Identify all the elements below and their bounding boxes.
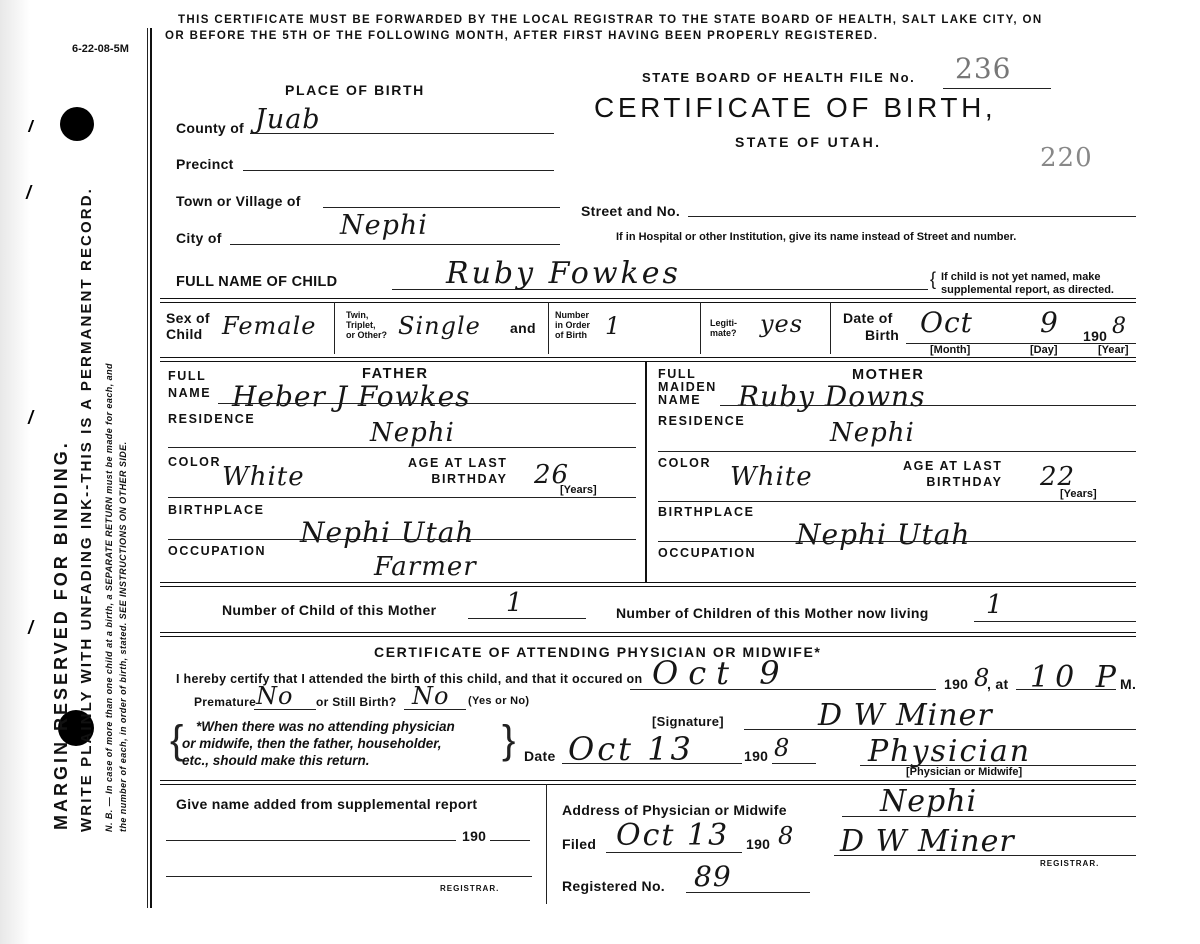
birth-year-prefix: 190 bbox=[1083, 328, 1108, 344]
legit-label bbox=[710, 318, 737, 338]
row-divider bbox=[160, 632, 1136, 637]
at-label: , at bbox=[987, 676, 1009, 692]
mother-birthplace-line bbox=[658, 541, 1136, 542]
child-name-value: Ruby Fowkes bbox=[446, 256, 681, 291]
time-line bbox=[1016, 689, 1116, 690]
unnamed-note-line1: If child is not yet named, make bbox=[941, 271, 1101, 283]
mother-color-line bbox=[658, 501, 1136, 502]
birth-date-label-line2: Birth bbox=[865, 327, 900, 343]
birth-date-label bbox=[843, 310, 899, 344]
birth-year-suffix: 8 bbox=[1112, 314, 1127, 339]
physician-heading: CERTIFICATE OF ATTENDING PHYSICIAN OR MIDWIFE* bbox=[374, 644, 822, 660]
twin-label-line1: Twin, bbox=[346, 310, 369, 320]
legit-label-line1: Legiti- bbox=[710, 318, 737, 328]
attended-date-line bbox=[630, 689, 936, 690]
signature-line bbox=[744, 729, 1136, 730]
edge-tear bbox=[28, 120, 44, 132]
cell-divider bbox=[334, 302, 335, 354]
precinct-line bbox=[243, 170, 554, 171]
unnamed-note bbox=[941, 271, 1114, 297]
row-divider bbox=[160, 357, 1136, 362]
mother-age-label-line2: BIRTHDAY bbox=[926, 475, 1003, 489]
county-line bbox=[250, 133, 554, 134]
cert-date-line bbox=[562, 763, 742, 764]
mother-birthplace-value: Nephi Utah bbox=[796, 518, 971, 551]
birth-month-value: Oct bbox=[920, 306, 973, 339]
mother-name-label bbox=[658, 368, 717, 407]
street-line bbox=[688, 216, 1136, 217]
mother-residence-value: Nephi bbox=[830, 418, 915, 448]
birth-day-value: 9 bbox=[1040, 306, 1059, 339]
ink-warning-text: WRITE PLAINLY WITH UNFADING INK--THIS IS A PERMANENT RECORD. bbox=[78, 187, 95, 832]
file-no-label: STATE BOARD OF HEALTH FILE No. bbox=[642, 70, 916, 85]
county-value: Juab bbox=[255, 104, 321, 135]
footnote-line2: or midwife, then the father, householder, bbox=[182, 736, 442, 751]
order-label bbox=[555, 310, 590, 340]
address-line bbox=[842, 816, 1136, 817]
mother-residence-line bbox=[658, 451, 1136, 452]
row-divider bbox=[160, 582, 1136, 587]
mother-occupation-label: OCCUPATION bbox=[658, 546, 757, 560]
time-value: 10 P bbox=[1030, 660, 1122, 695]
file-no-value: 236 bbox=[955, 52, 1012, 85]
stillbirth-label: or Still Birth? bbox=[316, 695, 397, 709]
meridiem-label: M. bbox=[1120, 676, 1137, 692]
mother-age-label-line1: AGE AT LAST bbox=[903, 459, 1003, 473]
bottom-divider bbox=[546, 784, 547, 904]
year-bracket: [Year] bbox=[1098, 344, 1129, 356]
stillbirth-value: No bbox=[412, 682, 450, 710]
living-value: 1 bbox=[986, 590, 1004, 620]
sex-label bbox=[166, 310, 210, 342]
child-name-label: FULL NAME OF CHILD bbox=[176, 274, 338, 290]
father-name-line bbox=[218, 403, 636, 404]
form-left-border bbox=[150, 28, 152, 908]
cell-divider bbox=[830, 302, 831, 354]
address-value: Nephi bbox=[880, 784, 978, 819]
mother-color-label: COLOR bbox=[658, 456, 712, 470]
mother-name-label-text: NAME bbox=[658, 393, 702, 407]
birth-date-label-line1: Date of bbox=[843, 310, 893, 326]
notice-line1: THIS CERTIFICATE MUST BE FORWARDED BY THE LOCAL REGISTRAR TO THE STATE BOARD OF HEALTH, SALT LAKE CITY, ON bbox=[178, 14, 1043, 26]
signature-label: [Signature] bbox=[652, 714, 724, 729]
registered-line bbox=[686, 892, 810, 893]
margin-annotation: 220 bbox=[1040, 143, 1093, 173]
state-label: STATE OF UTAH. bbox=[735, 134, 882, 150]
physician-title-value: Physician bbox=[868, 734, 1032, 769]
father-residence-value: Nephi bbox=[370, 418, 455, 448]
address-label: Address of Physician or Midwife bbox=[562, 802, 787, 818]
cert-year-suffix: 8 bbox=[774, 734, 791, 762]
father-years-bracket: [Years] bbox=[560, 484, 597, 496]
filed-label: Filed bbox=[562, 836, 597, 852]
row-divider bbox=[160, 780, 1136, 785]
child-name-line bbox=[392, 289, 928, 290]
filed-year-suffix: 8 bbox=[778, 822, 795, 850]
city-label: City of bbox=[176, 230, 222, 246]
nb-note-line2: the number of each, in order of birth, stated. SEE INSTRUCTIONS ON OTHER SIDE. bbox=[118, 441, 128, 832]
registrar-signature: D W Miner bbox=[840, 824, 1015, 859]
edge-shadow bbox=[0, 0, 30, 944]
father-birthplace-label: BIRTHPLACE bbox=[168, 503, 265, 517]
form-code: 6-22-08-5M bbox=[72, 43, 129, 55]
father-residence-line bbox=[168, 447, 636, 448]
father-color-label: COLOR bbox=[168, 455, 222, 469]
child-number-line bbox=[468, 618, 586, 619]
filed-year-prefix: 190 bbox=[746, 836, 771, 852]
father-age-label-line1: AGE AT LAST bbox=[408, 456, 508, 470]
living-label: Number of Children of this Mother now living bbox=[616, 605, 929, 621]
sex-label-line2: Child bbox=[166, 326, 203, 342]
cert-year-line bbox=[772, 763, 816, 764]
father-color-line bbox=[168, 497, 636, 498]
mother-years-bracket: [Years] bbox=[1060, 488, 1097, 500]
city-value: Nephi bbox=[340, 210, 428, 241]
order-label-line3: of Birth bbox=[555, 330, 587, 340]
unnamed-note-line2: supplemental report, as directed. bbox=[941, 284, 1114, 296]
street-label: Street and No. bbox=[581, 203, 681, 219]
father-occupation-value: Farmer bbox=[374, 552, 477, 582]
mother-residence-label: RESIDENCE bbox=[658, 414, 746, 428]
binding-hole-top bbox=[60, 107, 94, 141]
sex-value: Female bbox=[222, 312, 317, 340]
town-label: Town or Village of bbox=[176, 193, 301, 209]
town-line bbox=[323, 207, 560, 208]
stillbirth-line bbox=[404, 709, 466, 710]
registrar-label: REGISTRAR. bbox=[1040, 859, 1100, 868]
certificate-title: CERTIFICATE OF BIRTH, bbox=[594, 92, 997, 123]
filed-date-value: Oct 13 bbox=[616, 818, 730, 853]
cell-divider bbox=[700, 302, 701, 354]
legit-label-line2: mate? bbox=[710, 328, 737, 338]
registered-value: 89 bbox=[694, 860, 732, 893]
father-age-label-line2: BIRTHDAY bbox=[431, 472, 508, 486]
father-residence-label: RESIDENCE bbox=[168, 412, 256, 426]
father-age-label bbox=[408, 455, 508, 487]
signature-value: D W Miner bbox=[818, 698, 993, 733]
parents-divider bbox=[645, 361, 647, 583]
filed-date-line bbox=[606, 852, 742, 853]
physician-title-bracket: [Physician or Midwife] bbox=[906, 766, 1023, 778]
form-left-border-inner bbox=[147, 28, 148, 908]
attended-date-value: Oct 9 bbox=[652, 654, 790, 692]
mother-heading: MOTHER bbox=[852, 367, 925, 383]
order-label-line1: Number bbox=[555, 310, 590, 320]
left-brace-icon: { bbox=[170, 718, 184, 762]
certify-text: I hereby certify that I attended the birth of this child, and that it occured on bbox=[176, 672, 643, 686]
father-color-value: White bbox=[222, 462, 305, 492]
row-divider bbox=[160, 298, 1136, 303]
attended-year-suffix: 8 bbox=[974, 664, 991, 692]
binding-margin-text: MARGIN RESERVED FOR BINDING. bbox=[51, 440, 71, 830]
mother-age-value: 22 bbox=[1040, 462, 1076, 492]
right-brace-icon: } bbox=[502, 718, 516, 762]
cert-date-value: Oct 13 bbox=[568, 730, 694, 768]
mother-birthplace-label: BIRTHPLACE bbox=[658, 505, 755, 519]
twin-label bbox=[346, 310, 387, 340]
father-name-label bbox=[168, 368, 211, 402]
order-value: 1 bbox=[605, 312, 622, 340]
supplemental-year: 190 bbox=[462, 828, 487, 844]
cell-divider bbox=[548, 302, 549, 354]
twin-value: Single bbox=[398, 312, 481, 340]
legit-value: yes bbox=[760, 310, 804, 338]
premature-value: No bbox=[256, 682, 294, 710]
supplemental-line bbox=[166, 840, 456, 841]
child-number-label: Number of Child of this Mother bbox=[222, 602, 437, 618]
father-age-value: 26 bbox=[534, 460, 570, 490]
footnote bbox=[182, 718, 455, 769]
mother-age-label bbox=[903, 458, 1003, 490]
mother-color-value: White bbox=[730, 462, 813, 492]
mother-name-value: Ruby Downs bbox=[738, 380, 926, 413]
father-birthplace-value: Nephi Utah bbox=[300, 516, 475, 549]
footnote-line1: *When there was no attending physician bbox=[196, 719, 455, 734]
supplemental-year-line bbox=[490, 840, 530, 841]
edge-tear bbox=[27, 620, 44, 634]
supplemental-label: Give name added from supplemental report bbox=[176, 796, 478, 812]
cert-year-prefix: 190 bbox=[744, 748, 769, 764]
father-full-label: FULL bbox=[168, 369, 207, 383]
sex-label-line1: Sex of bbox=[166, 310, 210, 326]
father-name-value: Heber J Fowkes bbox=[232, 380, 471, 413]
premature-label: Premature bbox=[194, 695, 257, 709]
mother-maiden-label: MAIDEN bbox=[658, 380, 717, 394]
precinct-label: Precinct bbox=[176, 156, 234, 172]
attended-year-prefix: 190 bbox=[944, 676, 969, 692]
father-name-label-text: NAME bbox=[168, 386, 212, 400]
notice-line2: OR BEFORE THE 5TH OF THE FOLLOWING MONTH, AFTER FIRST HAVING BEEN PROPERLY REGISTERED. bbox=[165, 30, 879, 42]
child-number-value: 1 bbox=[506, 588, 524, 618]
nb-note-line1: N. B. — In case of more than one child at a birth, a SEPARATE RETURN must be made for each, and bbox=[104, 363, 114, 832]
twin-label-line3: or Other? bbox=[346, 330, 388, 340]
mother-full-label: FULL bbox=[658, 367, 697, 381]
month-bracket: [Month] bbox=[930, 344, 971, 356]
mother-name-line bbox=[720, 405, 1136, 406]
premature-line bbox=[254, 709, 316, 710]
footnote-line3: etc., should make this return. bbox=[182, 753, 370, 768]
and-label: and bbox=[510, 320, 536, 336]
living-line bbox=[974, 621, 1136, 622]
page-edge bbox=[0, 0, 48, 944]
place-heading: PLACE OF BIRTH bbox=[285, 82, 425, 98]
yesno-label: (Yes or No) bbox=[468, 695, 530, 707]
cert-date-label: Date bbox=[524, 748, 556, 764]
county-label: County of bbox=[176, 120, 245, 136]
registrar-signature-line bbox=[834, 855, 1136, 856]
twin-label-line2: Triplet, bbox=[346, 320, 376, 330]
father-occupation-label: OCCUPATION bbox=[168, 544, 267, 558]
file-no-line bbox=[943, 88, 1051, 89]
order-label-line2: in Order bbox=[555, 320, 591, 330]
day-bracket: [Day] bbox=[1030, 344, 1058, 356]
hospital-note: If in Hospital or other Institution, give its name instead of Street and number. bbox=[616, 231, 1017, 243]
registered-label: Registered No. bbox=[562, 878, 665, 894]
city-line bbox=[230, 244, 560, 245]
father-birthplace-line bbox=[168, 539, 636, 540]
father-heading: FATHER bbox=[362, 366, 429, 382]
supplemental-registrar-label: REGISTRAR. bbox=[440, 884, 500, 893]
edge-tear bbox=[27, 410, 44, 424]
supplemental-registrar-line bbox=[166, 876, 532, 877]
brace-icon: { bbox=[930, 269, 937, 289]
